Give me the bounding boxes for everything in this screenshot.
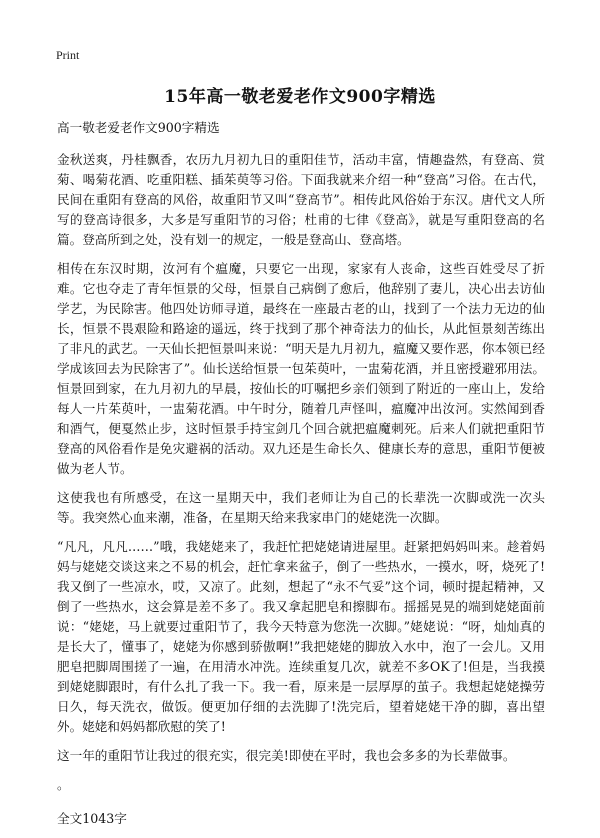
paragraph: 这使我也有所感受，在这一星期天中，我们老师让为自己的长辈洗一次脚或洗一次头等。我突然心血来潮，准备，在星期天给来我家串门的姥姥洗一次脚。	[57, 490, 545, 525]
paragraph: “凡凡，凡凡……”哦，我姥姥来了，我赶忙把姥姥请进屋里。赶紧把妈妈叫来。趁着妈妈与姥姥交谈这来之不易的机会，赶忙拿来盆子，倒了一些热水，一摸水，呀，烧死了!我又倒了一些凉水，哎，又凉了。此刻，想起了“永不气妥”这个词，顿时提起精神，又倒了一些热水，这会算是差不多了。我又拿起肥皂和擦脚布。摇摇晃晃的端到姥姥面前说：“姥姥，马上就要过重阳节了，我今天特意为您洗一次脚。”姥姥说：“呀，灿灿真的是长大了，懂事了，姥姥为你感到骄傲啊!”我把姥姥的脚放入水中，泡了一会儿。又用肥皂把脚周围搓了一遍，在用清水冲洗。连续重复几次，就差不多OK了!但是，当我摸到姥姥脚跟时，有什么扎了我一下。我一看，原来是一层厚厚的茧子。我想起姥姥操劳日久，每天洗衣，做饭。便更加仔细的去洗脚了!洗完后，望着姥姥干净的脚，喜出望外。姥姥和妈妈都欣慰的笑了!	[57, 539, 545, 734]
page-title: 15年高一敬老爱老作文900字精选	[164, 87, 436, 107]
ellipsis-mark: 。	[57, 777, 70, 792]
paragraph: 这一年的重阳节让我过的很充实，很完美!即使在平时，我也会多多的为长辈做事。	[57, 748, 516, 763]
word-count: 全文1043字	[57, 811, 127, 826]
article-subtitle: 高一敬老爱老作文900字精选	[57, 120, 220, 135]
print-link[interactable]: Print	[56, 48, 80, 62]
paragraph: 相传在东汉时期，汝河有个瘟魔，只要它一出现，家家有人丧命，这些百姓受尽了折难。它也夺走了青年恒景的父母，恒景自己病倒了愈后，他辞别了妻儿，决心出去访仙学艺，为民除害。他四处访师寻道，最终在一座最古老的山，找到了一个法力无边的仙长，恒景不畏艰险和路途的遥远，终于找到了那个神奇法力的仙长，从此恒景刻苦练出了非凡的武艺。一天仙长把恒景叫来说：“明天是九月初九，瘟魔又要作恶，你本领已经学成该回去为民除害了”。仙长送给恒景一包茱萸叶，一盅菊花酒，并且密授避邪用法。恒景回到家，在九月初九的早晨，按仙长的叮嘱把乡亲们领到了附近的一座山上，发给每人一片茱萸叶，一盅菊花酒。中午时分，随着几声怪叫，瘟魔冲出汝河。实然闻到香和酒气，便戛然止步，这时恒景手持宝剑几个回合就把瘟魔刺死。后来人们就把重阳节登高的风俗看作是免灾避祸的活动。双九还是生命长久、健康长寿的意思，重阳节便被做为老人节。	[57, 261, 545, 476]
article-body	[57, 118, 545, 838]
paragraph: 金秋送爽，丹桂飘香，农历九月初九日的重阳佳节，活动丰富，情趣盎然，有登高、赏菊、喝菊花酒、吃重阳糕、插茱萸等习俗。下面我就来介绍一种“登高”习俗。在古代，民间在重阳有登高的风俗，故重阳节又叫“登高节”。相传此风俗始于东汉。唐代文人所写的登高诗很多，大多是写重阳节的习俗；杜甫的七律《登高》，就是写重阳登高的名篇。登高所到之处，没有划一的规定，一般是登高山、登高塔。	[57, 152, 545, 247]
